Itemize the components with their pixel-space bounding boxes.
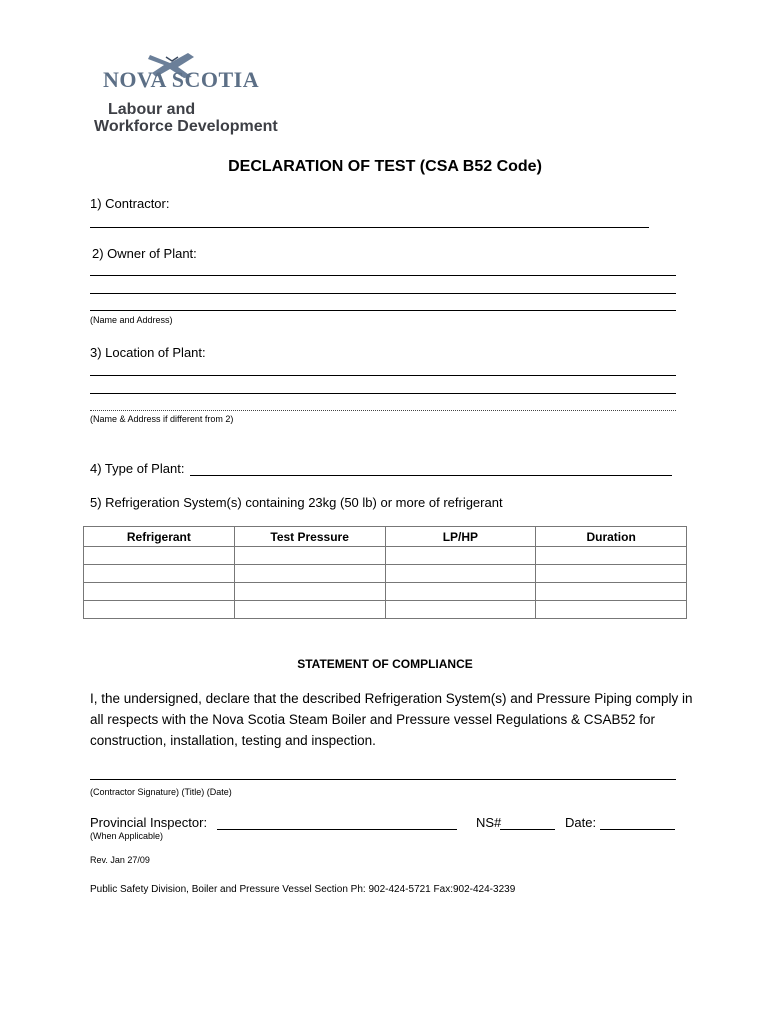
col-header-refrigerant: Refrigerant — [84, 527, 235, 547]
table-cell[interactable] — [385, 601, 536, 619]
location-label: 3) Location of Plant: — [90, 345, 206, 360]
ns-number-label: NS# — [476, 815, 502, 830]
contractor-field[interactable] — [90, 227, 649, 228]
statement-heading: STATEMENT OF COMPLIANCE — [297, 657, 473, 671]
owner-note: (Name and Address) — [90, 315, 173, 325]
table-row — [84, 547, 687, 565]
signature-note: (Contractor Signature) (Title) (Date) — [90, 787, 232, 797]
table-cell[interactable] — [234, 583, 385, 601]
revision-note: Rev. Jan 27/09 — [90, 855, 150, 865]
table-cell[interactable] — [536, 565, 687, 583]
table-row — [84, 601, 687, 619]
refrigeration-label: 5) Refrigeration System(s) containing 23kg (50 lb) or more of refrigerant — [90, 495, 503, 510]
statement-text-line3: construction, installation, testing and inspection. — [90, 733, 376, 748]
owner-field-line1[interactable] — [90, 275, 676, 276]
statement-text-line1: I, the undersigned, declare that the described Refrigeration System(s) and Pressure Piping comply in — [90, 691, 693, 706]
table-cell[interactable] — [234, 565, 385, 583]
inspector-label: Provincial Inspector: — [90, 815, 208, 830]
table-cell[interactable] — [234, 547, 385, 565]
signature-field[interactable] — [90, 779, 676, 780]
owner-field-line2[interactable] — [90, 293, 676, 294]
table-row — [84, 583, 687, 601]
logo-wordmark: NOVA SCOTIA — [103, 67, 260, 92]
table-cell[interactable] — [536, 601, 687, 619]
type-of-plant-label: 4) Type of Plant: — [90, 461, 185, 476]
table-cell[interactable] — [536, 547, 687, 565]
col-header-duration: Duration — [536, 527, 687, 547]
logo-subtitle-line2: Workforce Development — [94, 118, 278, 135]
footer-contact: Public Safety Division, Boiler and Pressure Vessel Section Ph: 902-424-5721 Fax:902-424-3239 — [90, 884, 516, 895]
location-field-line1[interactable] — [90, 375, 676, 376]
table-cell[interactable] — [385, 565, 536, 583]
date-label: Date: — [565, 815, 597, 830]
date-field[interactable] — [600, 829, 675, 830]
logo-subtitle-line1: Labour and — [108, 101, 196, 118]
owner-field-line3[interactable] — [90, 310, 676, 311]
inspector-field[interactable] — [217, 829, 457, 830]
table-cell[interactable] — [84, 601, 235, 619]
inspector-note: (When Applicable) — [90, 831, 164, 841]
statement-text-line2: all respects with the Nova Scotia Steam Boiler and Pressure vessel Regulations & CSAB52 for — [90, 712, 656, 727]
table-row — [84, 565, 687, 583]
form-title: DECLARATION OF TEST (CSA B52 Code) — [228, 158, 542, 175]
location-note: (Name & Address if different from 2) — [90, 414, 234, 424]
table-cell[interactable] — [84, 583, 235, 601]
ns-number-field[interactable] — [500, 829, 555, 830]
table-cell[interactable] — [385, 583, 536, 601]
col-header-test-pressure: Test Pressure — [234, 527, 385, 547]
location-field-line2[interactable] — [90, 393, 676, 394]
type-of-plant-field[interactable] — [190, 475, 672, 476]
location-field-line3[interactable] — [90, 410, 676, 411]
owner-label: 2) Owner of Plant: — [92, 246, 197, 261]
contractor-label: 1) Contractor: — [90, 196, 170, 211]
table-header-row — [84, 527, 687, 547]
refrigerant-table — [83, 526, 687, 619]
table-cell[interactable] — [385, 547, 536, 565]
table-cell[interactable] — [84, 565, 235, 583]
table-cell[interactable] — [234, 601, 385, 619]
col-header-lp-hp: LP/HP — [385, 527, 536, 547]
table-cell[interactable] — [84, 547, 235, 565]
table-cell[interactable] — [536, 583, 687, 601]
